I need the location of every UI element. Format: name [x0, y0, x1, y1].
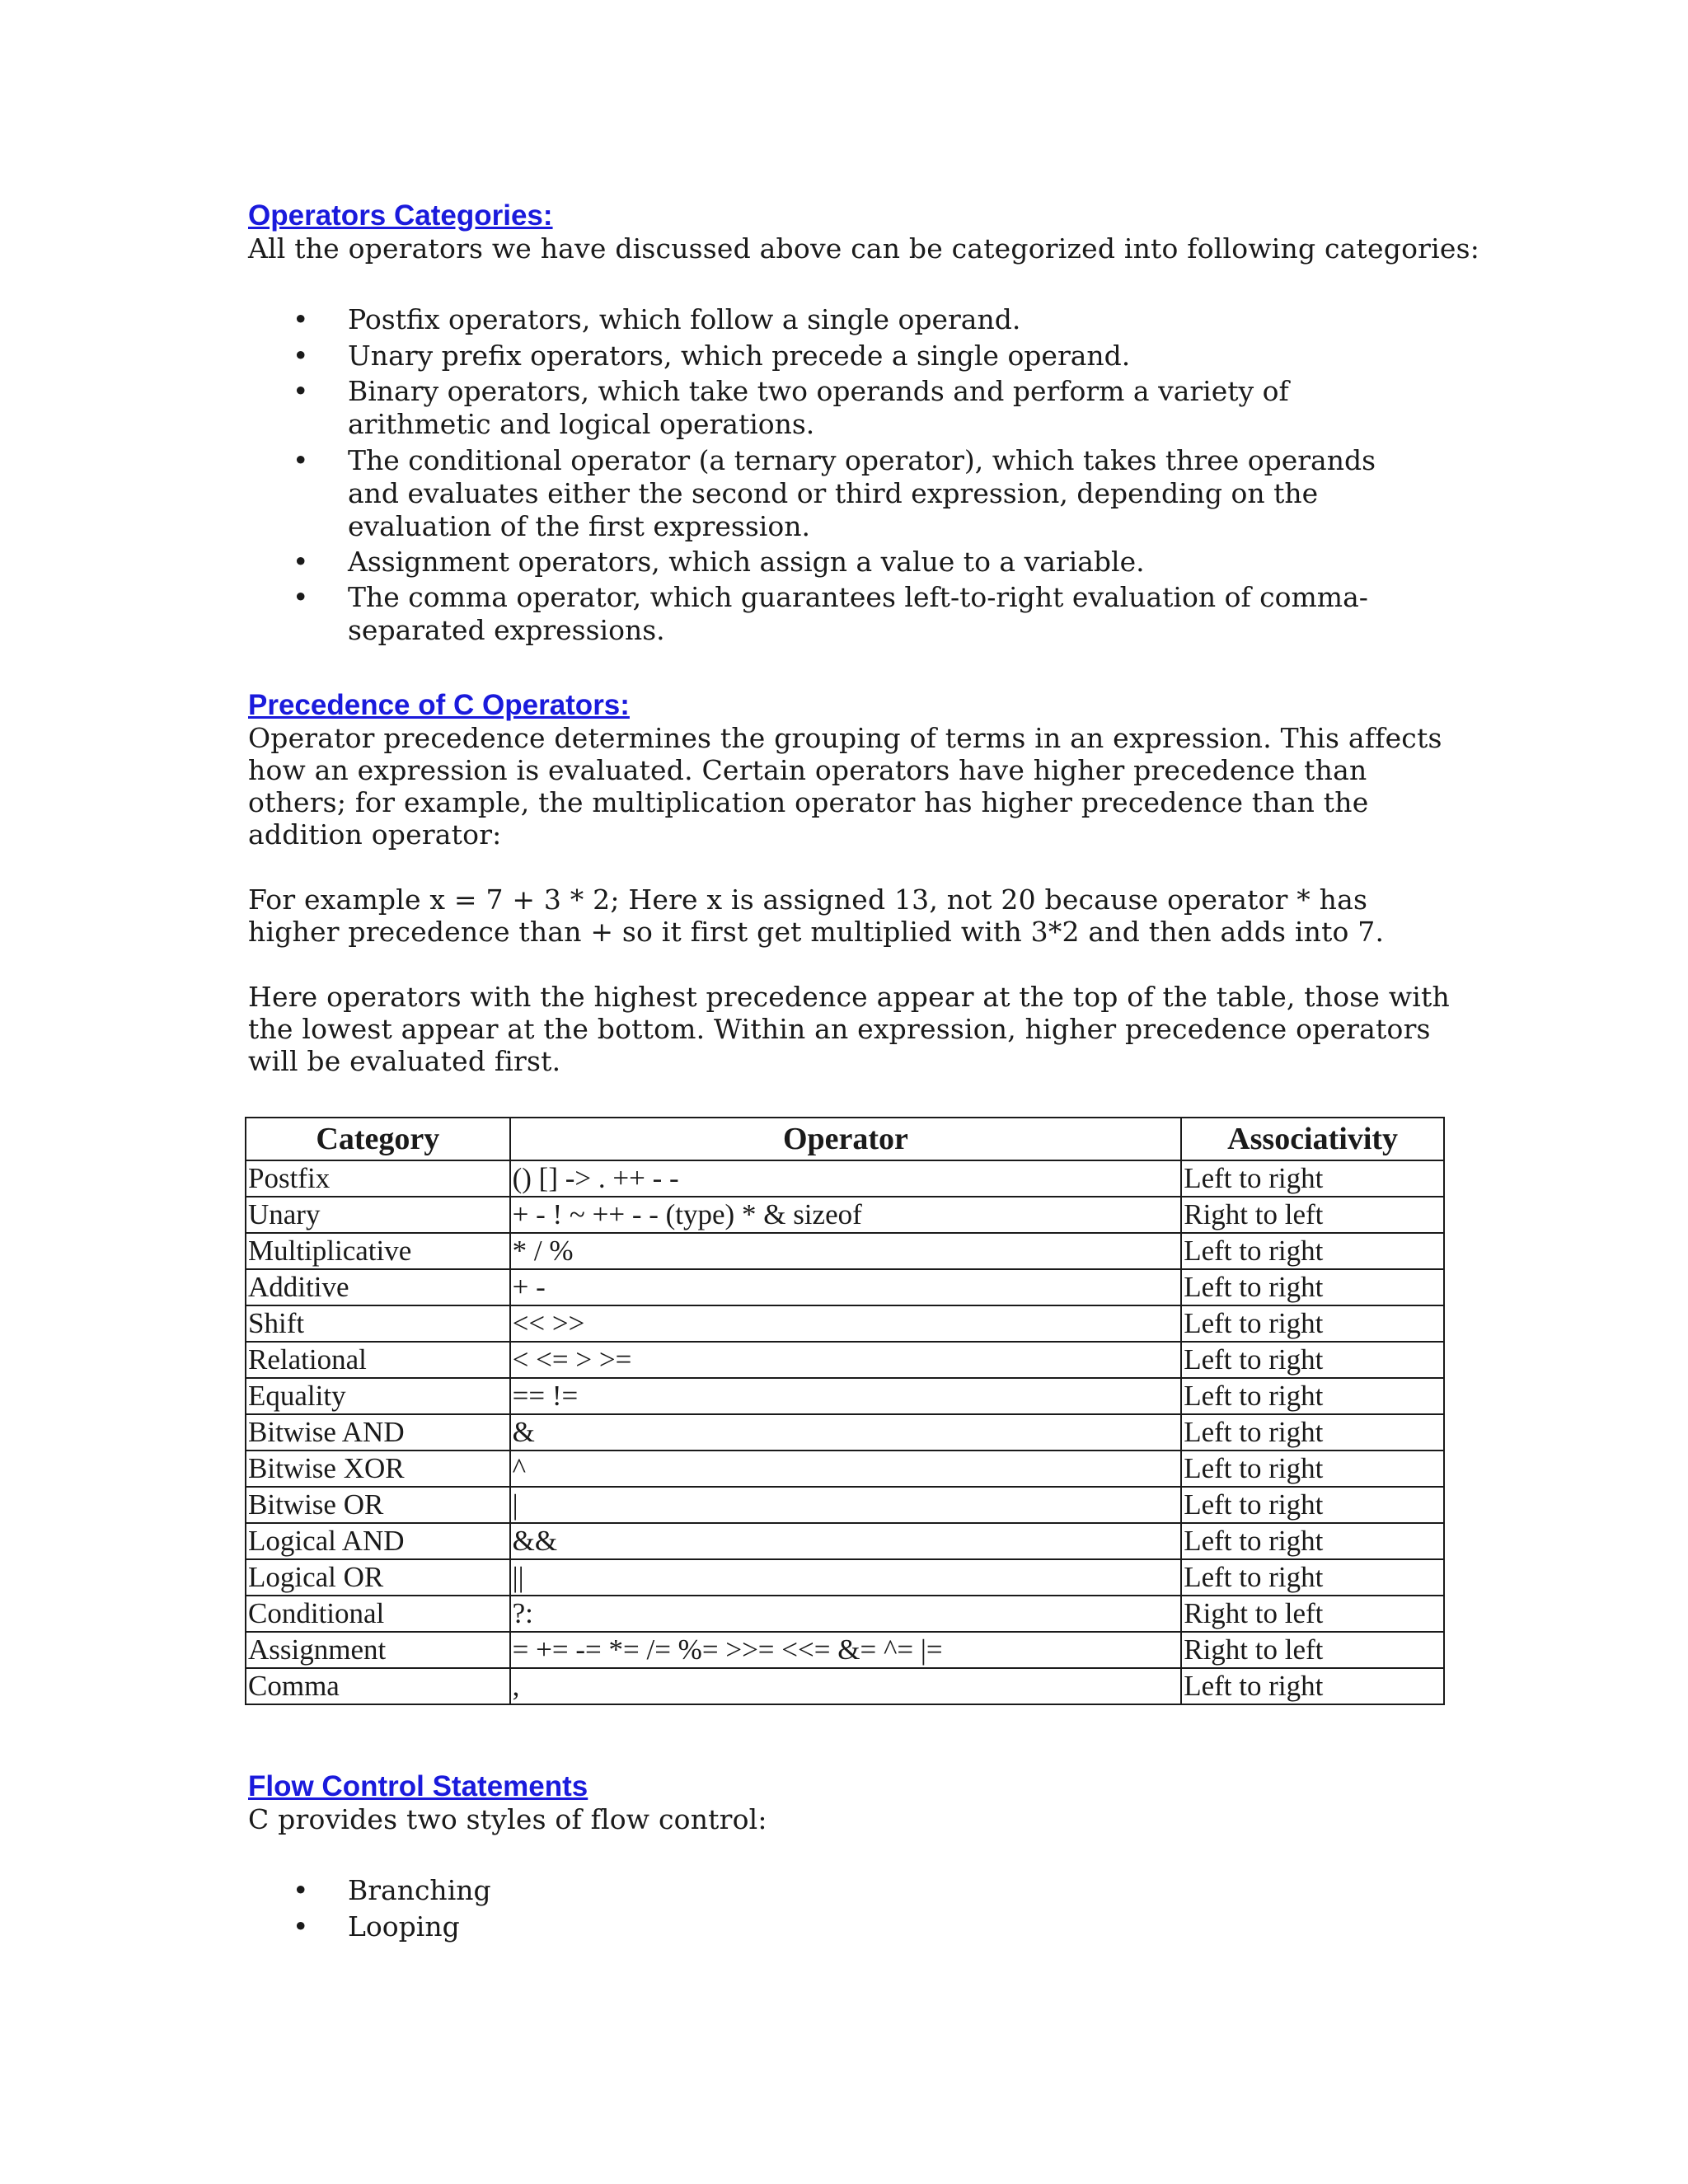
table-row — [246, 1342, 1444, 1378]
cell-category: Logical AND — [246, 1523, 510, 1559]
cell-category: Additive — [246, 1269, 510, 1305]
table-row — [246, 1668, 1444, 1704]
categories-list — [248, 302, 1445, 649]
cell-associativity: Left to right — [1181, 1668, 1444, 1704]
cell-category: Bitwise OR — [246, 1487, 510, 1523]
cell-category: Logical OR — [246, 1559, 510, 1596]
table-body — [246, 1160, 1444, 1704]
table-row — [246, 1197, 1444, 1233]
table-row — [246, 1269, 1444, 1305]
header-category: Category — [246, 1118, 510, 1160]
cell-associativity: Left to right — [1181, 1559, 1444, 1596]
table-row — [246, 1523, 1444, 1559]
list-item: • The conditional operator (a ternary operator), which takes three operands and evaluates either the second or third expression, depending on the evaluation of the first expression. — [248, 444, 1445, 545]
cell-associativity: Left to right — [1181, 1233, 1444, 1269]
cell-operator: && — [510, 1523, 1182, 1559]
precedence-table — [245, 1117, 1445, 1705]
table-row — [246, 1305, 1444, 1342]
cell-operator: << >> — [510, 1305, 1182, 1342]
list-item: • Assignment operators, which assign a value to a variable. — [248, 545, 1445, 581]
cell-category: Bitwise XOR — [246, 1451, 510, 1487]
cell-associativity: Left to right — [1181, 1305, 1444, 1342]
cell-category: Relational — [246, 1342, 510, 1378]
table-row — [246, 1487, 1444, 1523]
table-row — [246, 1451, 1444, 1487]
table-row — [246, 1378, 1444, 1414]
precedence-para-2: For example x = 7 + 3 * 2; Here x is assigned 13, not 20 because operator * has higher precedence than + so it first get multiplied with 3*2 and then adds into 7. — [248, 883, 1385, 948]
cell-associativity: Right to left — [1181, 1596, 1444, 1632]
cell-operator: < <= > >= — [510, 1342, 1182, 1378]
cell-operator: * / % — [510, 1233, 1182, 1269]
cell-category: Equality — [246, 1378, 510, 1414]
cell-category: Multiplicative — [246, 1233, 510, 1269]
cell-operator: | — [510, 1487, 1182, 1523]
list-item: • Binary operators, which take two operands and perform a variety of arithmetic and logical operations. — [248, 375, 1445, 444]
cell-associativity: Left to right — [1181, 1378, 1444, 1414]
cell-associativity: Left to right — [1181, 1269, 1444, 1305]
list-item: • The comma operator, which guarantees left-to-right evaluation of comma-separated expressions. — [248, 581, 1445, 649]
cell-operator: + - ! ~ ++ - - (type) * & sizeof — [510, 1197, 1182, 1233]
header-associativity: Associativity — [1181, 1118, 1444, 1160]
cell-associativity: Left to right — [1181, 1487, 1444, 1523]
cell-category: Comma — [246, 1668, 510, 1704]
cell-associativity: Right to left — [1181, 1197, 1444, 1233]
table-row — [246, 1160, 1444, 1197]
list-item: • Unary prefix operators, which precede a single operand. — [248, 339, 1445, 375]
cell-associativity: Left to right — [1181, 1414, 1444, 1451]
cell-category: Postfix — [246, 1160, 510, 1197]
flow-intro: C provides two styles of flow control: — [248, 1803, 767, 1835]
cell-operator: & — [510, 1414, 1182, 1451]
table-row — [246, 1559, 1444, 1596]
cell-category: Shift — [246, 1305, 510, 1342]
table-row — [246, 1632, 1444, 1668]
table-header-row — [246, 1118, 1444, 1160]
header-operator: Operator — [510, 1118, 1182, 1160]
cell-operator: ^ — [510, 1451, 1182, 1487]
cell-category: Unary — [246, 1197, 510, 1233]
table-row — [246, 1596, 1444, 1632]
list-item: • Postfix operators, which follow a single operand. — [248, 302, 1445, 339]
categories-intro: All the operators we have discussed above can be categorized into following categories: — [248, 232, 1480, 265]
cell-associativity: Left to right — [1181, 1523, 1444, 1559]
cell-associativity: Left to right — [1181, 1451, 1444, 1487]
cell-associativity: Left to right — [1181, 1342, 1444, 1378]
section-heading-flow-control: Flow Control Statements — [248, 1770, 588, 1802]
cell-category: Bitwise AND — [246, 1414, 510, 1451]
list-item: • Looping — [248, 1910, 1445, 1946]
cell-associativity: Left to right — [1181, 1160, 1444, 1197]
cell-operator: ?: — [510, 1596, 1182, 1632]
cell-operator: () [] -> . ++ - - — [510, 1160, 1182, 1197]
precedence-para-3: Here operators with the highest precedence appear at the top of the table, those with the lowest appear at the bottom. Within an expression, higher precedence operators will be evaluated first. — [248, 981, 1450, 1077]
precedence-para-1: Operator precedence determines the grouping of terms in an expression. This affects how an expression is evaluated. Certain operators have higher precedence than others; for example, the multiplication operator has higher precedence than the addition operator: — [248, 722, 1442, 851]
cell-operator: , — [510, 1668, 1182, 1704]
table-row — [246, 1414, 1444, 1451]
section-heading-operators-categories: Operators Categories: — [248, 199, 553, 232]
cell-operator: == != — [510, 1378, 1182, 1414]
cell-category: Conditional — [246, 1596, 510, 1632]
cell-operator: + - — [510, 1269, 1182, 1305]
section-heading-precedence: Precedence of C Operators: — [248, 689, 630, 721]
table-row — [246, 1233, 1444, 1269]
cell-category: Assignment — [246, 1632, 510, 1668]
cell-operator: || — [510, 1559, 1182, 1596]
cell-associativity: Right to left — [1181, 1632, 1444, 1668]
cell-operator: = += -= *= /= %= >>= <<= &= ^= |= — [510, 1632, 1182, 1668]
list-item: • Branching — [248, 1873, 1445, 1910]
flow-list — [248, 1873, 1445, 1946]
